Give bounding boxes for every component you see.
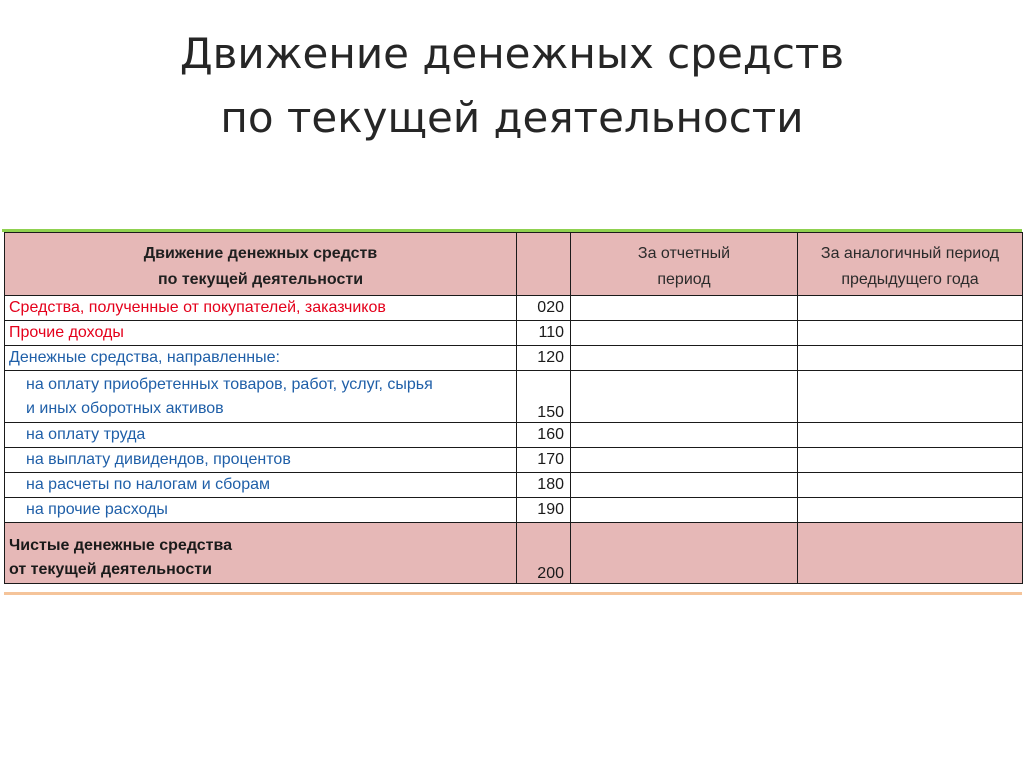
row-label: Прочие доходы: [5, 321, 517, 346]
row-label-line-1: на оплату приобретенных товаров, работ, услуг, сырья: [26, 376, 433, 393]
header-reporting-period: [571, 233, 798, 296]
header-description: [5, 233, 517, 296]
row-code: 110: [517, 321, 571, 346]
table-row: [5, 448, 1023, 473]
slide-title: [0, 22, 1024, 150]
row-value-current: [571, 473, 798, 498]
row-label: на выплату дивидендов, процентов: [5, 448, 517, 473]
total-label-line-1: Чистые денежные средства: [9, 537, 233, 554]
table-row: [5, 371, 1023, 423]
row-code: 180: [517, 473, 571, 498]
row-value-current: [571, 423, 798, 448]
header-previous-year-line-1: За аналогичный период: [820, 245, 1000, 262]
row-value-previous: [798, 321, 1023, 346]
slide-title-line-1: Движение денежных средств: [179, 29, 845, 78]
header-code: [517, 233, 571, 296]
header-reporting-period-line-1: За отчетный: [637, 245, 731, 262]
row-value-current: [571, 448, 798, 473]
row-label: на оплату труда: [5, 423, 517, 448]
row-value-current: [571, 321, 798, 346]
header-previous-year-line-2: предыдущего года: [841, 271, 979, 288]
row-label: на расчеты по налогам и сборам: [5, 473, 517, 498]
table-row: [5, 321, 1023, 346]
table-total-row: [5, 523, 1023, 584]
table-row: [5, 473, 1023, 498]
row-value-previous: [798, 448, 1023, 473]
row-code: 120: [517, 346, 571, 371]
row-label-line-2: и иных оборотных активов: [26, 400, 224, 417]
header-description-line-2: по текущей деятельности: [157, 271, 364, 288]
row-value-previous: [798, 498, 1023, 523]
row-code: 160: [517, 423, 571, 448]
header-previous-year: [798, 233, 1023, 296]
total-label: [5, 523, 517, 584]
total-value-previous: [798, 523, 1023, 584]
row-value-previous: [798, 473, 1023, 498]
row-label: Денежные средства, направленные:: [5, 346, 517, 371]
row-value-current: [571, 346, 798, 371]
table-row: [5, 346, 1023, 371]
header-reporting-period-line-2: период: [657, 271, 711, 288]
cash-flow-table: [4, 232, 1023, 584]
row-value-current: [571, 296, 798, 321]
total-label-line-2: от текущей деятельности: [9, 561, 212, 578]
row-value-previous: [798, 296, 1023, 321]
row-code: 190: [517, 498, 571, 523]
slide-title-line-2: по текущей деятельности: [220, 93, 804, 142]
total-value-current: [571, 523, 798, 584]
row-code: 150: [517, 371, 571, 423]
table-header-row: [5, 233, 1023, 296]
row-code: 170: [517, 448, 571, 473]
header-description-line-1: Движение денежных средств: [143, 245, 378, 262]
row-value-current: [571, 371, 798, 423]
row-value-current: [571, 498, 798, 523]
orange-bottom-border: [4, 592, 1022, 595]
row-value-previous: [798, 371, 1023, 423]
row-label: [5, 371, 517, 423]
row-label: Средства, полученные от покупателей, заказчиков: [5, 296, 517, 321]
row-value-previous: [798, 423, 1023, 448]
row-value-previous: [798, 346, 1023, 371]
table-row: [5, 498, 1023, 523]
row-label: на прочие расходы: [5, 498, 517, 523]
row-code: 020: [517, 296, 571, 321]
table-row: [5, 423, 1023, 448]
total-code: 200: [517, 523, 571, 584]
table-row: [5, 296, 1023, 321]
